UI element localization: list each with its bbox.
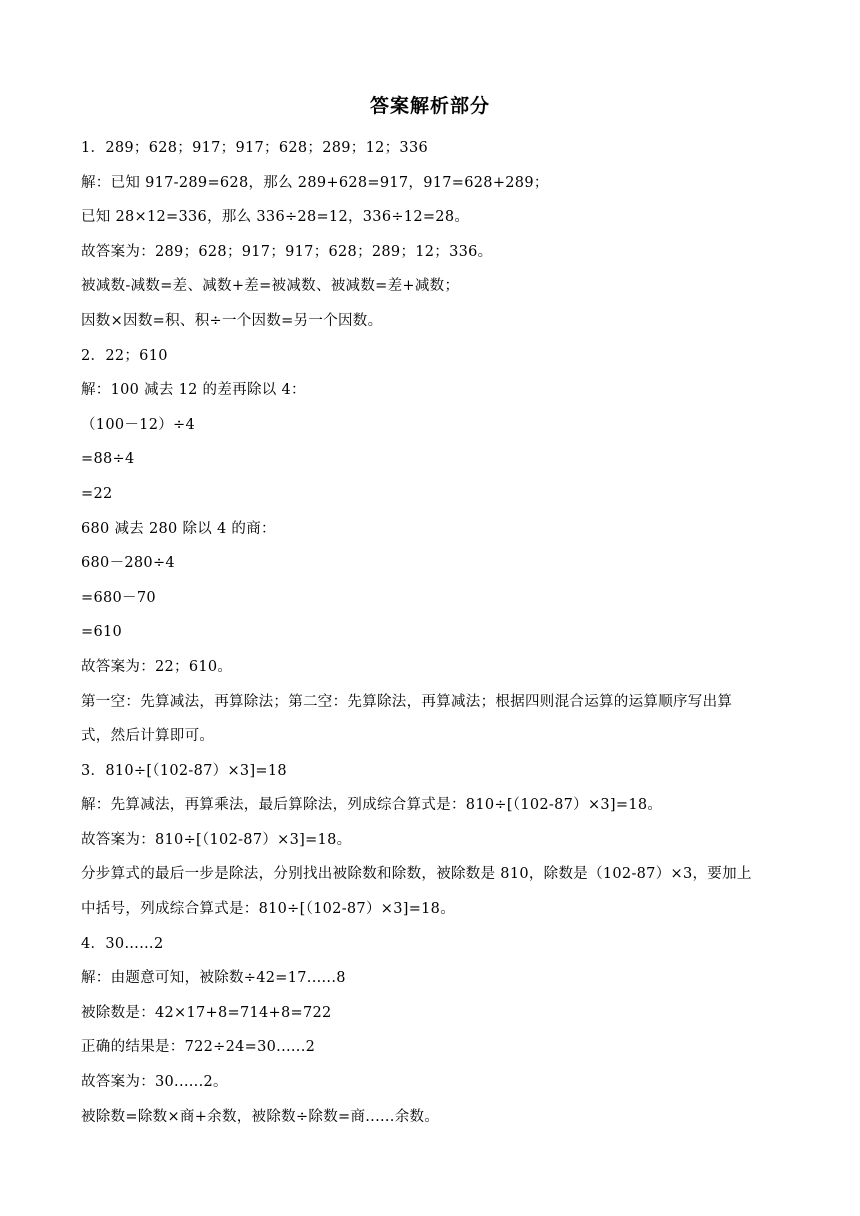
answer-1-explanation-line: 被减数-减数=差、减数+差=被减数、被减数=差+减数； bbox=[81, 278, 460, 295]
answer-2-heading: 2．22；610 bbox=[81, 347, 168, 364]
answer-4-solution-line: 正确的结果是：722÷24=30......2 bbox=[81, 1039, 316, 1056]
answer-1-solution-line: 已知 28×12=336，那么 336÷28=12，336÷12=28。 bbox=[81, 209, 470, 226]
answer-4-solution-line: 解：由题意可知，被除数÷42=17......8 bbox=[81, 970, 346, 987]
answer-4-explanation-line: 被除数=除数×商+余数，被除数÷除数=商......余数。 bbox=[81, 1108, 440, 1125]
answer-2-explanation-line: 式，然后计算即可。 bbox=[81, 728, 215, 745]
answer-3-result: 故答案为：810÷[（102-87）×3]=18。 bbox=[81, 831, 352, 848]
answer-1-heading: 1．289；628；917；917；628；289；12；336 bbox=[81, 140, 429, 156]
answer-3-explanation-line: 分步算式的最后一步是除法，分别找出被除数和除数，被除数是 810，除数是（102-87）×3，要加上 bbox=[81, 866, 752, 883]
answer-1-result: 故答案为：289；628；917；917；628；289；12；336。 bbox=[81, 243, 493, 260]
answer-2-solution-line: =22 bbox=[81, 485, 113, 502]
answer-4-solution-line: 被除数是：42×17+8=714+8=722 bbox=[81, 1004, 332, 1021]
answer-3-solution-line: 解：先算减法，再算乘法，最后算除法，列成综合算式是：810÷[（102-87）×3]=18。 bbox=[81, 797, 663, 814]
answer-2-solution-line: （100－12）÷4 bbox=[81, 416, 196, 433]
page-title: 答案解析部分 bbox=[369, 95, 490, 117]
answer-2-solution-line: 680－280÷4 bbox=[81, 555, 175, 572]
answer-2-solution-line: =610 bbox=[81, 624, 123, 641]
answer-2-result: 故答案为：22；610。 bbox=[81, 658, 233, 675]
answer-3-heading: 3．810÷[（102-87）×3]=18 bbox=[81, 762, 287, 779]
answer-2-solution-line: =680－70 bbox=[81, 589, 156, 606]
answer-content bbox=[81, 131, 781, 1134]
answer-4-heading: 4．30……2 bbox=[81, 935, 164, 952]
answer-2-solution-line: =88÷4 bbox=[81, 451, 135, 468]
answer-1-explanation-line: 因数×因数=积、积÷一个因数=另一个因数。 bbox=[81, 312, 383, 329]
answer-1-solution-line: 解：已知 917-289=628，那么 289+628=917，917=628+289； bbox=[81, 174, 549, 191]
answer-2-solution-line: 解：100 减去 12 的差再除以 4： bbox=[81, 382, 306, 399]
answer-4-result: 故答案为：30......2。 bbox=[81, 1074, 228, 1091]
answer-2-explanation-line: 第一空：先算减法，再算除法；第二空：先算除法，再算减法；根据四则混合运算的运算顺序写出算 bbox=[81, 693, 733, 710]
answer-2-solution-line: 680 减去 280 除以 4 的商： bbox=[81, 520, 276, 537]
answer-3-explanation-line: 中括号，列成综合算式是：810÷[（102-87）×3]=18。 bbox=[81, 901, 455, 918]
